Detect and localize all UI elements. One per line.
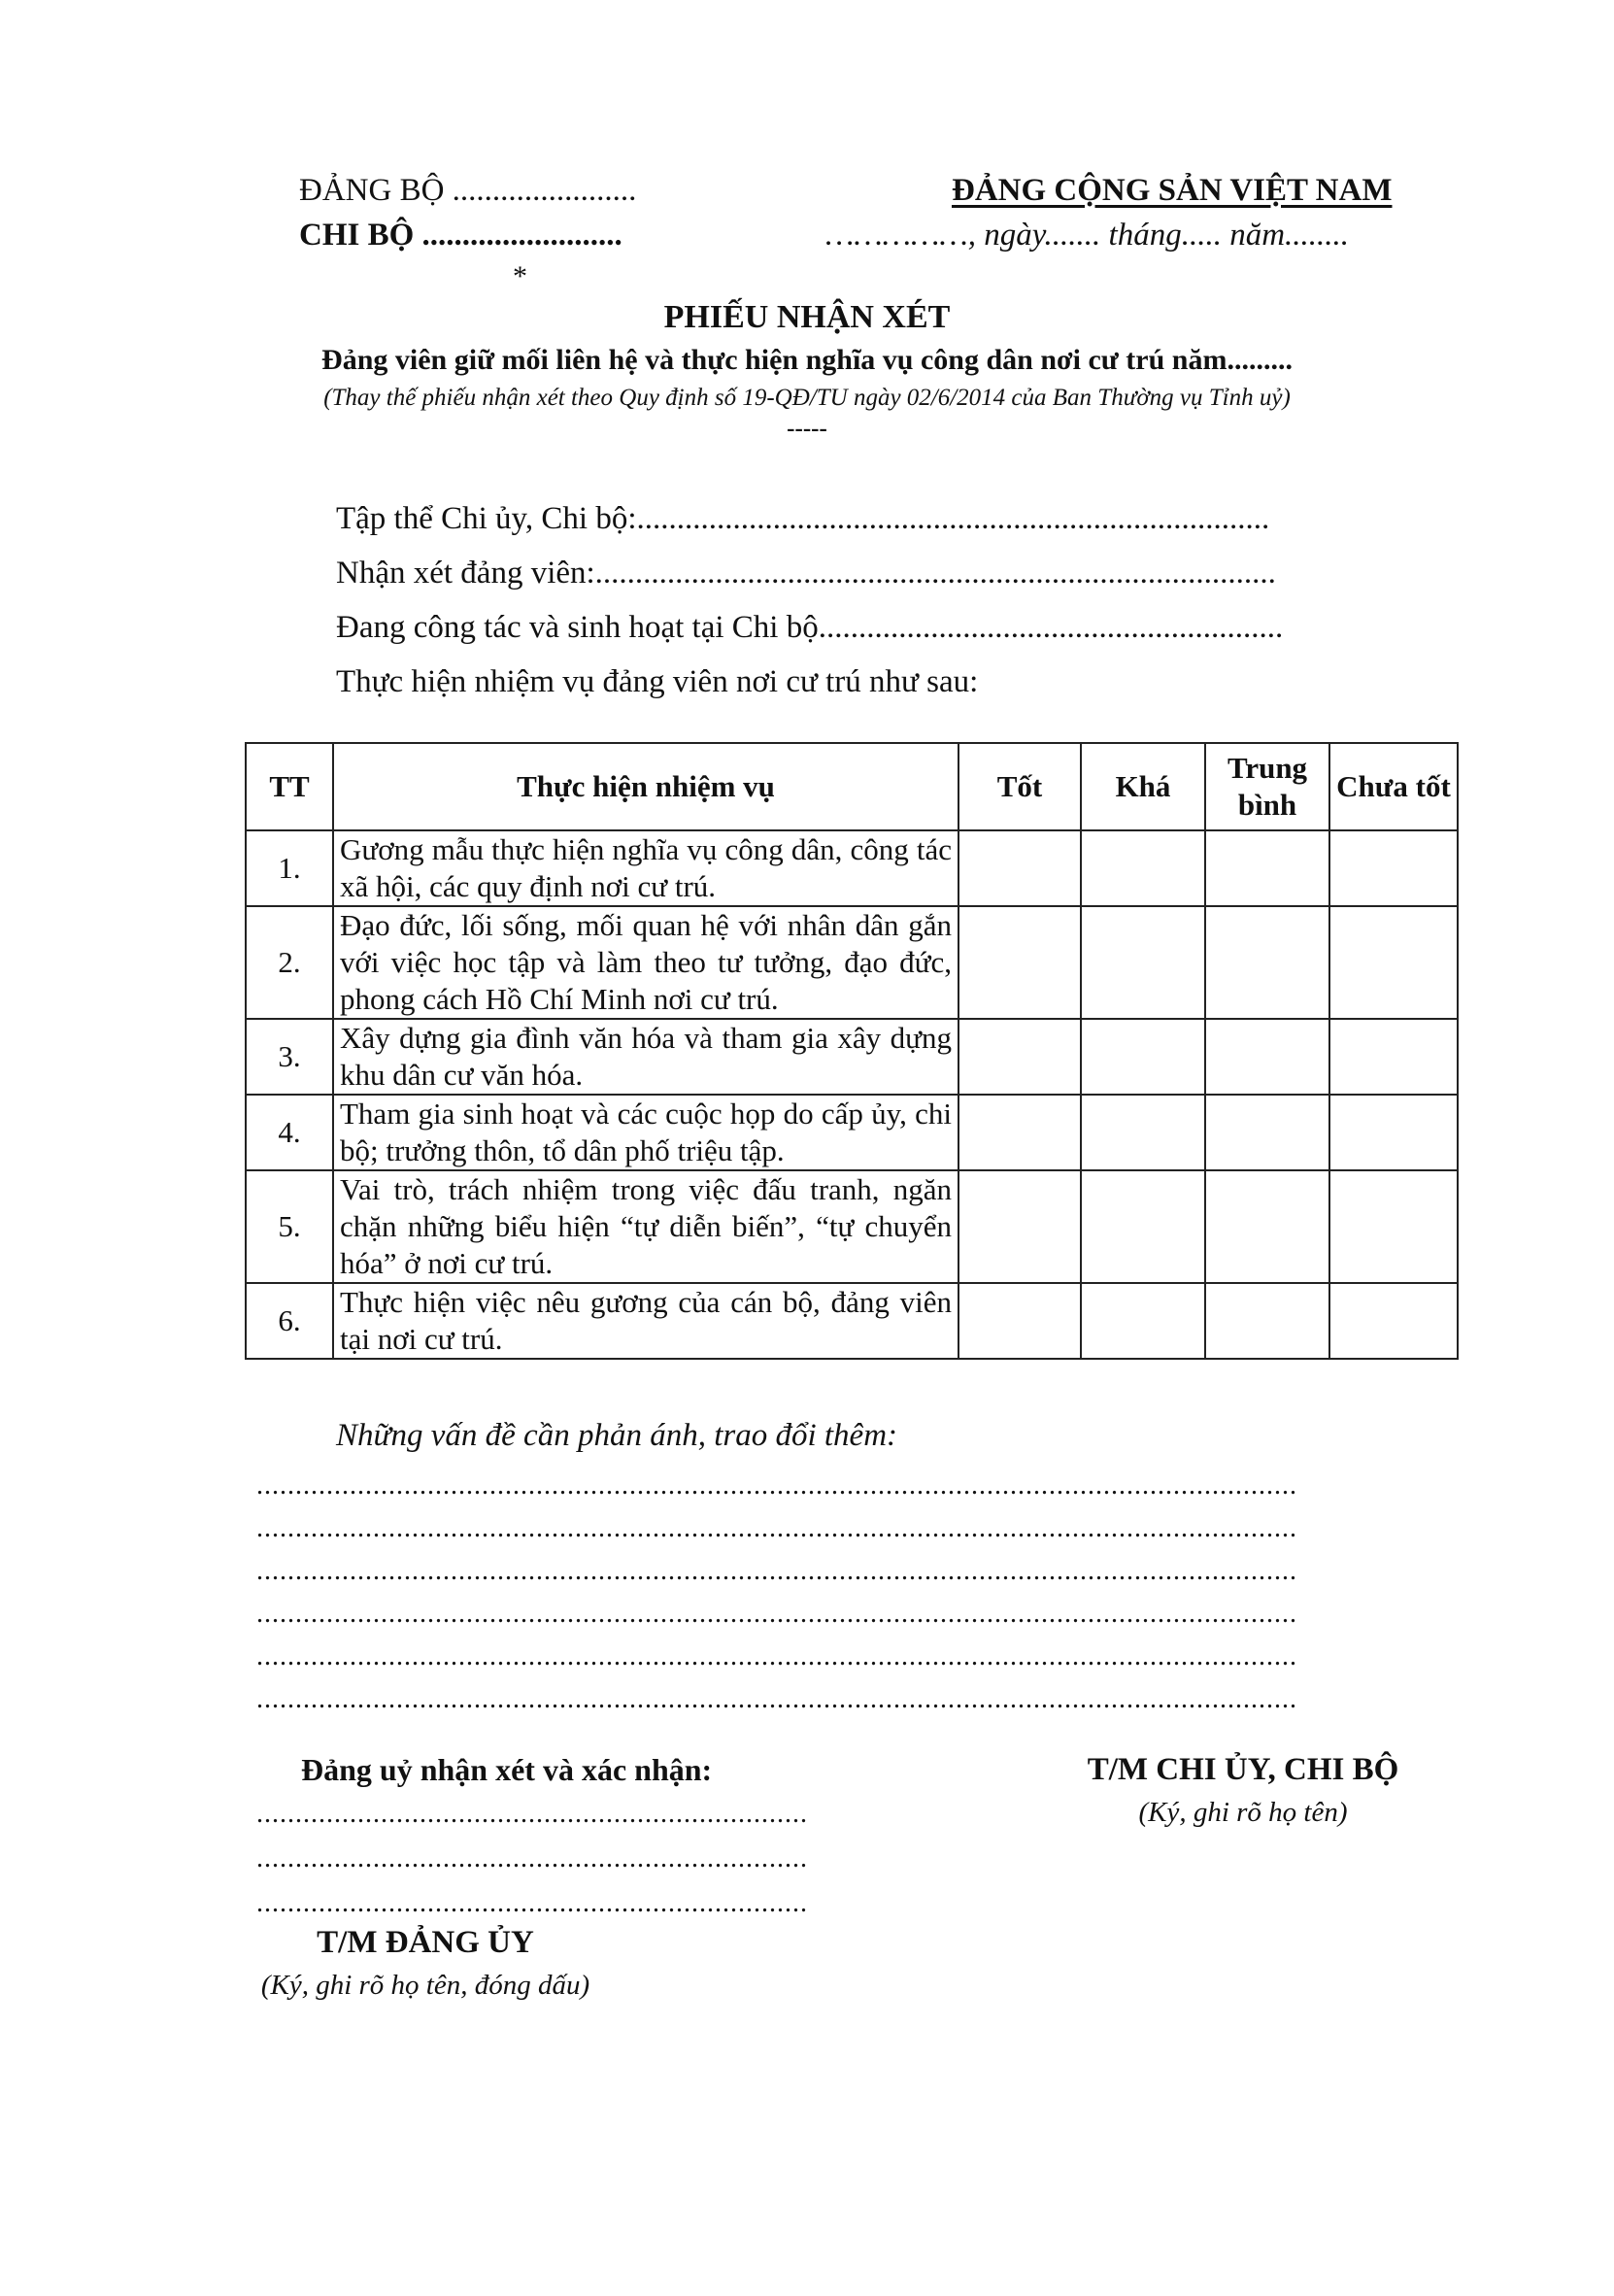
row-task: Tham gia sinh hoạt và các cuộc họp do cấp ủy, chi bộ; trưởng thôn, tổ dân phố triệu tập. [333, 1095, 958, 1170]
mark-fair-cell[interactable] [1081, 1019, 1205, 1095]
workplace-field[interactable]: Đang công tác và sinh hoạt tại Chi bộ.......................................................... [336, 610, 1284, 645]
mark-average-cell[interactable] [1205, 1095, 1329, 1170]
party-committee-comment-line[interactable]: ....................................................................... [256, 1843, 808, 1874]
row-task: Xây dựng gia đình văn hóa và tham gia xây dựng khu dân cư văn hóa. [333, 1019, 958, 1095]
mark-fair-cell[interactable] [1081, 906, 1205, 1019]
party-committee-comment-title: Đảng uỷ nhận xét và xác nhận: [301, 1752, 713, 1787]
mark-poor-cell[interactable] [1329, 1095, 1458, 1170]
comment-line[interactable]: ...................................................................................................................................... [256, 1470, 1297, 1501]
mark-poor-cell[interactable] [1329, 906, 1458, 1019]
row-task: Đạo đức, lối sống, mối quan hệ với nhân dân gắn với việc học tập và làm theo tư tưởng, đạo đức, phong cách Hồ Chí Minh nơi cư trú. [333, 906, 958, 1019]
date-line: ……………, ngày....... tháng..... năm........ [825, 218, 1350, 253]
title-separator: ----- [787, 416, 827, 442]
mark-average-cell[interactable] [1205, 1170, 1329, 1283]
header-fair: Khá [1081, 743, 1205, 830]
row-number: 4. [246, 1095, 333, 1170]
table-row [246, 1019, 1458, 1095]
party-committee-comment-line[interactable]: ....................................................................... [256, 1888, 808, 1918]
party-committee-comment-line[interactable]: ....................................................................... [256, 1799, 808, 1829]
header-task: Thực hiện nhiệm vụ [333, 743, 958, 830]
row-number: 6. [246, 1283, 333, 1359]
row-task: Vai trò, trách nhiệm trong việc đấu tranh, ngăn chặn những biểu hiện “tự diễn biến”, “tự chuyển hóa” ở nơi cư trú. [333, 1170, 958, 1283]
mark-good-cell[interactable] [958, 906, 1081, 1019]
header-tt: TT [246, 743, 333, 830]
mark-poor-cell[interactable] [1329, 1283, 1458, 1359]
table-row [246, 1283, 1458, 1359]
mark-poor-cell[interactable] [1329, 830, 1458, 906]
table-header-row [246, 743, 1458, 830]
header-average: Trung bình [1205, 743, 1329, 830]
mark-fair-cell[interactable] [1081, 1283, 1205, 1359]
mark-good-cell[interactable] [958, 1283, 1081, 1359]
mark-average-cell[interactable] [1205, 830, 1329, 906]
row-number: 5. [246, 1170, 333, 1283]
mark-good-cell[interactable] [958, 830, 1081, 906]
mark-good-cell[interactable] [958, 1170, 1081, 1283]
header-star: * [513, 260, 527, 292]
member-field[interactable]: Nhận xét đảng viên:..................................................................................... [336, 556, 1276, 591]
evaluation-table [245, 742, 1459, 1360]
mark-average-cell[interactable] [1205, 1283, 1329, 1359]
mark-poor-cell[interactable] [1329, 1170, 1458, 1283]
party-cell-label: CHI BỘ ......................... [299, 218, 622, 253]
party-cell-signature-label: T/M CHI ỦY, CHI BỘ [1087, 1752, 1399, 1787]
table-row [246, 1095, 1458, 1170]
mark-average-cell[interactable] [1205, 1019, 1329, 1095]
comment-line[interactable]: ...................................................................................................................................... [256, 1684, 1297, 1714]
form-title: PHIẾU NHẬN XÉT [663, 299, 951, 335]
party-committee-label: ĐẢNG BỘ ....................... [299, 173, 637, 208]
comment-line[interactable]: ...................................................................................................................................... [256, 1513, 1297, 1543]
mark-good-cell[interactable] [958, 1095, 1081, 1170]
table-row [246, 830, 1458, 906]
mark-good-cell[interactable] [958, 1019, 1081, 1095]
mark-fair-cell[interactable] [1081, 830, 1205, 906]
table-row [246, 906, 1458, 1019]
party-committee-signature-note: (Ký, ghi rõ họ tên, đóng dấu) [260, 1970, 590, 2001]
comment-line[interactable]: ...................................................................................................................................... [256, 1641, 1297, 1671]
comment-line[interactable]: ...................................................................................................................................... [256, 1599, 1297, 1629]
mark-fair-cell[interactable] [1081, 1095, 1205, 1170]
comments-heading: Những vấn đề cần phản ánh, trao đổi thêm: [336, 1418, 898, 1453]
mark-average-cell[interactable] [1205, 906, 1329, 1019]
form-subtitle: Đảng viên giữ mối liên hệ và thực hiện nghĩa vụ công dân nơi cư trú năm......... [321, 344, 1293, 376]
table-row [246, 1170, 1458, 1283]
row-task: Gương mẫu thực hiện nghĩa vụ công dân, công tác xã hội, các quy định nơi cư trú. [333, 830, 958, 906]
party-cell-signature-note: (Ký, ghi rõ họ tên) [1138, 1797, 1348, 1828]
form-note: (Thay thế phiếu nhận xét theo Quy định số 19-QĐ/TU ngày 02/6/2014 của Ban Thường vụ Tỉnh uỷ) [323, 385, 1291, 411]
table-intro: Thực hiện nhiệm vụ đảng viên nơi cư trú như sau: [336, 664, 979, 699]
mark-poor-cell[interactable] [1329, 1019, 1458, 1095]
row-number: 2. [246, 906, 333, 1019]
comment-line[interactable]: ...................................................................................................................................... [256, 1556, 1297, 1586]
mark-fair-cell[interactable] [1081, 1170, 1205, 1283]
row-number: 1. [246, 830, 333, 906]
row-task: Thực hiện việc nêu gương của cán bộ, đảng viên tại nơi cư trú. [333, 1283, 958, 1359]
collective-field[interactable]: Tập thể Chi ủy, Chi bộ:............................................................................... [336, 501, 1270, 536]
party-committee-signature-label: T/M ĐẢNG ỦY [317, 1925, 534, 1960]
header-poor: Chưa tốt [1329, 743, 1458, 830]
header-good: Tốt [958, 743, 1081, 830]
party-name: ĐẢNG CỘNG SẢN VIỆT NAM [952, 173, 1393, 208]
row-number: 3. [246, 1019, 333, 1095]
